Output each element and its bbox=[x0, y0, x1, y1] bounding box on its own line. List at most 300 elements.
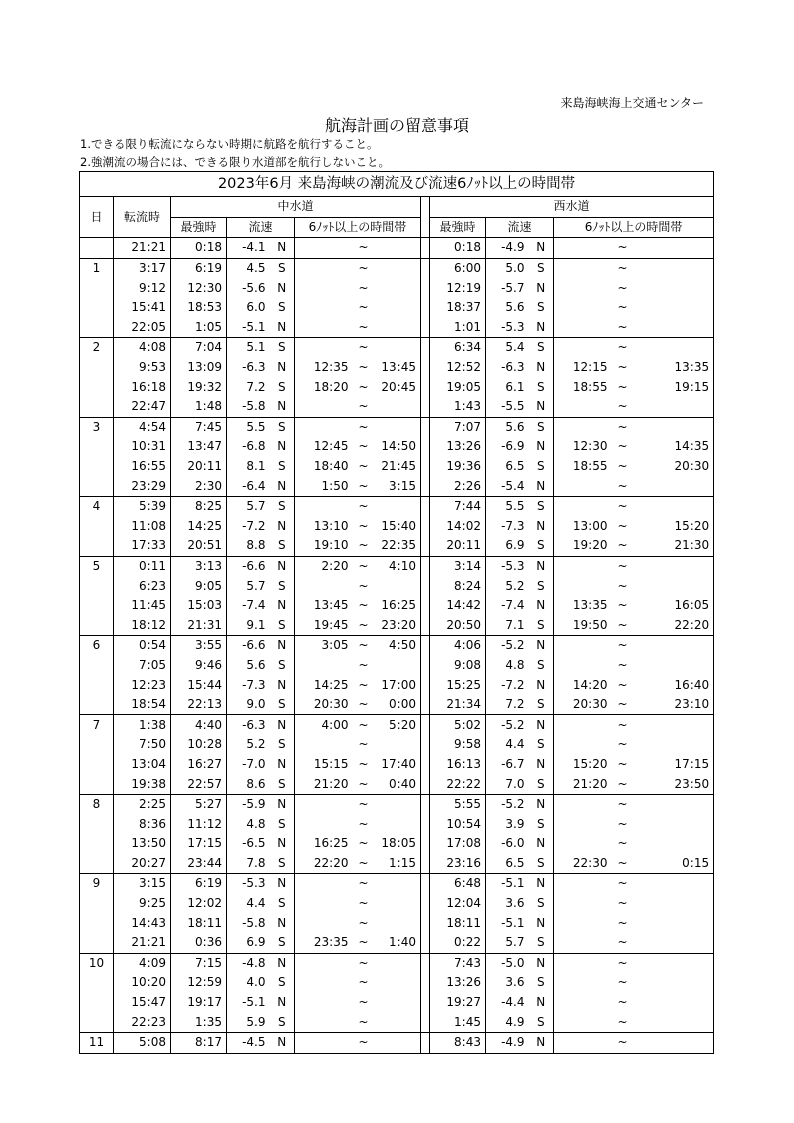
table-row bbox=[80, 298, 714, 318]
turn-time-cell: 13:50 bbox=[114, 834, 171, 854]
naka-direction-cell: S bbox=[270, 1012, 295, 1032]
nishi-max-time-cell: 8:24 bbox=[430, 576, 486, 596]
nishi-6kt-start-cell bbox=[554, 814, 612, 834]
table-gap bbox=[421, 197, 430, 238]
naka-max-header: 最強時 bbox=[171, 217, 227, 238]
nishi-6kt-end-cell: 15:20 bbox=[634, 517, 714, 537]
naka-6kt-start-cell bbox=[295, 576, 353, 596]
naka-6kt-end-cell bbox=[375, 397, 421, 417]
naka-6kt-start-cell: 18:20 bbox=[313, 379, 349, 394]
nishi-speed-cell: 6.5 bbox=[505, 459, 525, 474]
nishi-max-time-cell: 19:27 bbox=[430, 993, 486, 1013]
naka-6kt-end-cell bbox=[375, 735, 421, 755]
naka-6kt-tilde-cell: ~ bbox=[353, 715, 375, 735]
day-cell bbox=[80, 814, 114, 834]
turn-time-cell: 17:33 bbox=[114, 536, 171, 556]
nishi-6kt-tilde-cell: ~ bbox=[612, 496, 634, 516]
day-cell: 11 bbox=[80, 1032, 114, 1053]
nishi-direction-cell: S bbox=[529, 695, 554, 715]
table-gap bbox=[421, 794, 430, 814]
naka-max-time-cell: 20:11 bbox=[171, 457, 227, 477]
day-cell bbox=[80, 834, 114, 854]
naka-6kt-end-cell bbox=[375, 794, 421, 814]
nishi-6kt-end-cell: 16:05 bbox=[634, 596, 714, 616]
nishi-direction-cell: S bbox=[529, 457, 554, 477]
nishi-max-header: 最強時 bbox=[430, 217, 486, 238]
nishi-direction-cell: S bbox=[529, 496, 554, 516]
naka-max-time-cell: 16:27 bbox=[171, 755, 227, 775]
nishi-6kt-start-cell bbox=[554, 397, 612, 417]
table-gap bbox=[421, 755, 430, 775]
turn-time-cell: 1:38 bbox=[114, 715, 171, 735]
day-cell bbox=[80, 1012, 114, 1032]
nishi-speed-cell: -7.4 bbox=[501, 598, 525, 613]
nishi-speed-cell: -6.9 bbox=[501, 439, 525, 454]
naka-6kt-start-cell: 12:45 bbox=[313, 439, 349, 454]
nishi-6kt-tilde-cell: ~ bbox=[617, 280, 628, 295]
naka-max-time-cell: 6:19 bbox=[171, 874, 227, 894]
naka-6kt-start-cell: 19:10 bbox=[313, 538, 349, 553]
nishi-6kt-tilde-cell: ~ bbox=[617, 995, 628, 1010]
naka-speed-cell: 5.9 bbox=[246, 1014, 266, 1029]
naka-6kt-end-cell: 1:40 bbox=[389, 935, 416, 950]
naka-6kt-start-cell bbox=[295, 1012, 353, 1032]
naka-6kt-tilde-cell: ~ bbox=[358, 439, 369, 454]
turn-time-cell: 20:27 bbox=[114, 854, 171, 874]
nishi-speed-cell: -5.1 bbox=[501, 915, 525, 930]
nishi-6kt-end-cell: 20:30 bbox=[634, 457, 714, 477]
turn-time-cell: 16:55 bbox=[114, 457, 171, 477]
nishi-6kt-end-cell bbox=[634, 894, 714, 914]
nishi-6kt-start-cell bbox=[554, 238, 612, 259]
nishi-direction-cell: N bbox=[529, 517, 554, 537]
table-row bbox=[80, 278, 714, 298]
naka-direction-cell: S bbox=[270, 377, 295, 397]
naka-max-time-cell: 15:03 bbox=[171, 596, 227, 616]
naka-6kt-tilde-cell: ~ bbox=[358, 379, 369, 394]
nishi-max-time-cell: 0:22 bbox=[430, 933, 486, 953]
naka-speed-cell: -7.4 bbox=[242, 598, 266, 613]
nishi-max-time-cell: 2:26 bbox=[430, 476, 486, 496]
nishi-speed-cell: 5.6 bbox=[505, 300, 525, 315]
nishi-max-time-cell: 6:34 bbox=[430, 338, 486, 358]
nishi-speed-cell: -6.3 bbox=[501, 360, 525, 375]
nishi-6kt-start-cell bbox=[554, 913, 612, 933]
naka-speed-cell: -5.8 bbox=[242, 915, 266, 930]
naka-speed-cell: 7.8 bbox=[246, 855, 266, 870]
nishi-max-time-cell: 18:37 bbox=[430, 298, 486, 318]
nishi-max-time-cell: 6:00 bbox=[430, 258, 486, 278]
nishi-6kt-tilde-cell: ~ bbox=[617, 319, 628, 334]
nishi-6kt-tilde-cell: ~ bbox=[612, 874, 634, 894]
naka-direction-cell: N bbox=[270, 755, 295, 775]
day-cell: 10 bbox=[80, 953, 114, 973]
table-gap bbox=[421, 834, 430, 854]
nishi-max-time-cell: 15:25 bbox=[430, 675, 486, 695]
naka-6kt-start-cell: 1:50 bbox=[321, 478, 349, 493]
table-row bbox=[80, 656, 714, 676]
turn-time-cell: 4:08 bbox=[114, 338, 171, 358]
day-cell bbox=[80, 318, 114, 338]
naka-6kt-end-cell: 4:10 bbox=[375, 556, 421, 576]
turn-time-cell: 10:20 bbox=[114, 973, 171, 993]
nishi-6kt-end-cell: 0:15 bbox=[634, 854, 714, 874]
naka-6kt-end-cell: 20:45 bbox=[381, 379, 416, 394]
turn-time-cell: 5:39 bbox=[114, 496, 171, 516]
day-cell bbox=[80, 755, 114, 775]
table-row bbox=[80, 238, 714, 259]
naka-6kt-end-cell bbox=[375, 656, 421, 676]
turn-time-cell: 8:36 bbox=[114, 814, 171, 834]
nishi-6kt-tilde-cell: ~ bbox=[617, 578, 628, 593]
nishi-6kt-start-cell bbox=[554, 874, 612, 894]
nishi-speed-cell: 4.9 bbox=[505, 1014, 525, 1029]
nishi-6kt-start-cell bbox=[554, 258, 612, 278]
turn-time-cell: 18:12 bbox=[114, 615, 171, 635]
nishi-6kt-end-cell bbox=[634, 278, 714, 298]
naka-6kt-end-cell bbox=[375, 318, 421, 338]
nishi-max-time-cell: 16:13 bbox=[430, 755, 486, 775]
nishi-6kt-end-cell bbox=[634, 1032, 714, 1053]
nishi-speed-cell: -4.9 bbox=[501, 240, 525, 255]
table-row bbox=[80, 1012, 714, 1032]
day-cell bbox=[80, 377, 114, 397]
nishi-6kt-end-cell: 23:10 bbox=[634, 695, 714, 715]
naka-6kt-tilde-cell: ~ bbox=[353, 874, 375, 894]
table-gap bbox=[421, 496, 430, 516]
nishi-6kt-end-cell bbox=[634, 913, 714, 933]
day-cell bbox=[80, 457, 114, 477]
naka-max-time-cell: 12:02 bbox=[171, 894, 227, 914]
day-cell bbox=[80, 576, 114, 596]
nishi-max-time-cell: 14:02 bbox=[430, 517, 486, 537]
naka-direction-cell: S bbox=[270, 338, 295, 358]
naka-direction-cell: S bbox=[270, 735, 295, 755]
nishi-6kt-tilde-cell: ~ bbox=[612, 338, 634, 358]
naka-speed-cell: 5.7 bbox=[227, 496, 270, 516]
naka-6kt-start-cell: 4:00 bbox=[295, 715, 353, 735]
naka-direction-cell: N bbox=[270, 517, 295, 537]
table-row bbox=[80, 636, 714, 656]
naka-direction-cell: S bbox=[270, 496, 295, 516]
naka-max-time-cell: 15:44 bbox=[171, 675, 227, 695]
organization-name: 来島海峡海上交通センター bbox=[560, 96, 704, 110]
table-row bbox=[80, 517, 714, 537]
table-row bbox=[80, 735, 714, 755]
turn-time-cell: 3:17 bbox=[114, 258, 171, 278]
naka-6kt-start-cell bbox=[295, 894, 353, 914]
naka-6kt-tilde-cell: ~ bbox=[353, 794, 375, 814]
table-gap bbox=[421, 874, 430, 894]
naka-max-time-cell: 12:59 bbox=[171, 973, 227, 993]
nishi-max-time-cell: 13:26 bbox=[430, 973, 486, 993]
naka-6kt-tilde-cell: ~ bbox=[353, 636, 375, 656]
naka-6kt-start-cell bbox=[295, 814, 353, 834]
naka-6kt-tilde-cell: ~ bbox=[358, 300, 369, 315]
nishi-speed-cell: -5.3 bbox=[486, 556, 529, 576]
naka-6kt-end-cell: 17:00 bbox=[381, 677, 416, 692]
naka-6kt-end-cell: 16:25 bbox=[381, 598, 416, 613]
day-cell: 5 bbox=[80, 556, 114, 576]
nishi-6kt-end-cell bbox=[634, 636, 714, 656]
day-cell: 9 bbox=[80, 874, 114, 894]
nishi-direction-cell: S bbox=[529, 735, 554, 755]
nishi-6kt-end-cell bbox=[634, 258, 714, 278]
table-gap bbox=[421, 377, 430, 397]
nishi-speed-cell: 5.5 bbox=[486, 496, 529, 516]
naka-6kt-start-cell: 14:25 bbox=[313, 677, 349, 692]
nishi-6kt-tilde-cell: ~ bbox=[617, 756, 628, 771]
turn-time-cell: 7:50 bbox=[114, 735, 171, 755]
turn-time-cell: 2:25 bbox=[114, 794, 171, 814]
naka-max-time-cell: 0:36 bbox=[171, 933, 227, 953]
nishi-6kt-start-cell: 13:00 bbox=[572, 518, 608, 533]
nishi-6kt-start-cell bbox=[554, 298, 612, 318]
nishi-speed-cell: 4.8 bbox=[505, 657, 525, 672]
naka-6kt-tilde-cell: ~ bbox=[358, 737, 369, 752]
nishi-6kt-start-cell bbox=[554, 953, 612, 973]
nishi-max-time-cell: 9:58 bbox=[430, 735, 486, 755]
nishi-6kt-tilde-cell: ~ bbox=[617, 935, 628, 950]
day-cell bbox=[80, 437, 114, 457]
naka-6kt-end-cell bbox=[375, 298, 421, 318]
naka-6kt-tilde-cell: ~ bbox=[358, 538, 369, 553]
tidal-current-table bbox=[79, 171, 714, 1054]
naka-max-time-cell: 0:18 bbox=[171, 238, 227, 259]
nishi-6kt-tilde-cell: ~ bbox=[617, 379, 628, 394]
naka-6kt-start-cell: 21:20 bbox=[313, 776, 349, 791]
turn-time-cell: 21:21 bbox=[114, 933, 171, 953]
day-cell bbox=[80, 278, 114, 298]
nishi-6kt-tilde-cell: ~ bbox=[617, 1014, 628, 1029]
day-cell bbox=[80, 656, 114, 676]
nishi-speed-cell: 5.2 bbox=[505, 578, 525, 593]
naka-6kt-end-cell: 13:45 bbox=[381, 360, 416, 375]
nishi-6kt-start-cell: 21:20 bbox=[572, 776, 608, 791]
naka-6kt-tilde-cell: ~ bbox=[358, 776, 369, 791]
naka-6kt-tilde-cell: ~ bbox=[358, 360, 369, 375]
nishi-speed-cell: -5.2 bbox=[486, 715, 529, 735]
turn-time-cell: 15:47 bbox=[114, 993, 171, 1013]
turn-time-cell: 6:23 bbox=[114, 576, 171, 596]
day-cell bbox=[80, 933, 114, 953]
nishi-6kt-end-cell bbox=[634, 814, 714, 834]
table-row bbox=[80, 675, 714, 695]
naka-6kt-end-cell: 5:20 bbox=[375, 715, 421, 735]
nishi-max-time-cell: 7:07 bbox=[430, 417, 486, 437]
table-row bbox=[80, 755, 714, 775]
table-gap bbox=[421, 894, 430, 914]
naka-max-time-cell: 22:13 bbox=[171, 695, 227, 715]
table-row bbox=[80, 437, 714, 457]
naka-max-time-cell: 21:31 bbox=[171, 615, 227, 635]
nishi-6kt-start-cell bbox=[554, 476, 612, 496]
naka-speed-cell: -5.8 bbox=[242, 399, 266, 414]
table-gap bbox=[421, 278, 430, 298]
nishi-direction-cell: N bbox=[529, 715, 554, 735]
nishi-6kt-start-cell: 15:20 bbox=[572, 756, 608, 771]
naka-max-time-cell: 8:17 bbox=[171, 1032, 227, 1053]
table-row bbox=[80, 457, 714, 477]
table-row bbox=[80, 615, 714, 635]
naka-direction-cell: S bbox=[270, 656, 295, 676]
nishi-6kt-tilde-cell: ~ bbox=[617, 300, 628, 315]
note-2: 2.強潮流の場合には、できる限り水道部を航行しないこと。 bbox=[80, 155, 390, 169]
nishi-6kt-tilde-cell: ~ bbox=[617, 776, 628, 791]
nishi-direction-cell: S bbox=[529, 1012, 554, 1032]
nishi-max-time-cell: 5:02 bbox=[430, 715, 486, 735]
naka-6kt-tilde-cell: ~ bbox=[358, 896, 369, 911]
table-gap bbox=[421, 993, 430, 1013]
table-body bbox=[80, 238, 714, 1053]
nishi-6kt-start-cell: 22:30 bbox=[572, 855, 608, 870]
naka-speed-cell: -4.1 bbox=[242, 240, 266, 255]
naka-6kt-tilde-cell: ~ bbox=[358, 518, 369, 533]
day-cell bbox=[80, 993, 114, 1013]
naka-6kt-end-cell bbox=[375, 874, 421, 894]
table-gap bbox=[421, 735, 430, 755]
naka-direction-cell: S bbox=[270, 417, 295, 437]
nishi-6kt-start-cell bbox=[554, 278, 612, 298]
naka-6kt-end-cell: 15:40 bbox=[381, 518, 416, 533]
nishi-6kt-end-cell bbox=[634, 238, 714, 259]
nishi-6kt-tilde-cell: ~ bbox=[617, 816, 628, 831]
nishi-speed-cell: -5.2 bbox=[486, 794, 529, 814]
nishi-max-time-cell: 9:08 bbox=[430, 656, 486, 676]
nishi-max-time-cell: 19:36 bbox=[430, 457, 486, 477]
nishi-speed-cell: -6.7 bbox=[501, 756, 525, 771]
naka-speed-cell: -5.9 bbox=[227, 794, 270, 814]
nishi-direction-cell: N bbox=[529, 953, 554, 973]
nishi-6kt-tilde-cell: ~ bbox=[617, 617, 628, 632]
naka-6kt-end-cell: 0:00 bbox=[389, 697, 416, 712]
naka-direction-cell: N bbox=[270, 993, 295, 1013]
nishi-direction-cell: N bbox=[529, 913, 554, 933]
naka-6kt-end-cell: 22:35 bbox=[381, 538, 416, 553]
nishi-6kt-end-cell bbox=[634, 576, 714, 596]
naka-speed-cell: -5.3 bbox=[227, 874, 270, 894]
table-gap bbox=[421, 913, 430, 933]
nishi-6kt-end-cell bbox=[634, 338, 714, 358]
naka-max-time-cell: 7:04 bbox=[171, 338, 227, 358]
naka-6kt-end-cell bbox=[375, 258, 421, 278]
document-title: 航海計画の留意事項 bbox=[324, 116, 469, 135]
naka-speed-cell: 5.1 bbox=[227, 338, 270, 358]
naka-6kt-end-cell: 17:40 bbox=[381, 756, 416, 771]
naka-6kt-tilde-cell: ~ bbox=[358, 995, 369, 1010]
turn-time-cell: 0:54 bbox=[114, 636, 171, 656]
table-row bbox=[80, 993, 714, 1013]
nishi-speed-cell: 5.7 bbox=[505, 935, 525, 950]
table-gap bbox=[421, 576, 430, 596]
nishi-6kt-end-cell: 14:35 bbox=[634, 437, 714, 457]
nishi-6kt-start-cell bbox=[554, 834, 612, 854]
naka-direction-cell: S bbox=[270, 695, 295, 715]
nishi-max-time-cell: 18:11 bbox=[430, 913, 486, 933]
naka-6kt-start-cell bbox=[295, 874, 353, 894]
nishi-6kt-start-cell bbox=[554, 318, 612, 338]
naka-6kt-tilde-cell: ~ bbox=[353, 417, 375, 437]
naka-6kt-end-cell: 4:50 bbox=[375, 636, 421, 656]
day-cell bbox=[80, 894, 114, 914]
naka-max-time-cell: 9:46 bbox=[171, 656, 227, 676]
naka-6kt-end-cell bbox=[375, 238, 421, 259]
table-gap bbox=[421, 298, 430, 318]
naka-max-time-cell: 11:12 bbox=[171, 814, 227, 834]
nishi-direction-cell: N bbox=[529, 755, 554, 775]
turn-time-cell: 22:05 bbox=[114, 318, 171, 338]
turn-time-cell: 13:04 bbox=[114, 755, 171, 775]
nishi-speed-cell: -7.3 bbox=[501, 518, 525, 533]
day-cell: 8 bbox=[80, 794, 114, 814]
naka-speed-cell: 4.8 bbox=[246, 816, 266, 831]
naka-6kt-tilde-cell: ~ bbox=[358, 836, 369, 851]
table-gap bbox=[421, 774, 430, 794]
table-gap bbox=[421, 615, 430, 635]
naka-6kt-tilde-cell: ~ bbox=[358, 319, 369, 334]
nishi-6kt-start-cell bbox=[554, 933, 612, 953]
turn-time-cell: 12:23 bbox=[114, 675, 171, 695]
nishi-6kt-tilde-cell: ~ bbox=[612, 636, 634, 656]
nishi-direction-cell: N bbox=[529, 556, 554, 576]
table-gap bbox=[421, 338, 430, 358]
naka-6kt-end-cell bbox=[375, 417, 421, 437]
nishi-max-time-cell: 22:22 bbox=[430, 774, 486, 794]
table-row bbox=[80, 953, 714, 973]
naka-6kt-start-cell bbox=[295, 794, 353, 814]
naka-6kt-tilde-cell: ~ bbox=[358, 240, 369, 255]
naka-max-time-cell: 10:28 bbox=[171, 735, 227, 755]
day-cell bbox=[80, 913, 114, 933]
nishi-6kt-end-cell: 23:50 bbox=[634, 774, 714, 794]
nishi-speed-cell: 3.6 bbox=[505, 975, 525, 990]
nishi-6kt-tilde-cell: ~ bbox=[617, 975, 628, 990]
nishi-speed-cell: -5.0 bbox=[486, 953, 529, 973]
table-row bbox=[80, 774, 714, 794]
naka-6kt-start-cell bbox=[295, 496, 353, 516]
nishi-6kt-start-cell: 19:50 bbox=[572, 617, 608, 632]
nishi-direction-cell: S bbox=[529, 814, 554, 834]
day-cell: 1 bbox=[80, 258, 114, 278]
nishi-max-time-cell: 10:54 bbox=[430, 814, 486, 834]
day-cell: 6 bbox=[80, 636, 114, 656]
nishi-direction-cell: N bbox=[529, 1032, 554, 1053]
naka-direction-cell: N bbox=[270, 476, 295, 496]
nishi-6kt-tilde-cell: ~ bbox=[617, 538, 628, 553]
naka-6kt-tilde-cell: ~ bbox=[353, 953, 375, 973]
day-cell bbox=[80, 735, 114, 755]
nishi-max-time-cell: 8:43 bbox=[430, 1032, 486, 1053]
naka-direction-cell: S bbox=[270, 615, 295, 635]
naka-6kt-tilde-cell: ~ bbox=[353, 258, 375, 278]
turn-time-cell: 22:47 bbox=[114, 397, 171, 417]
naka-direction-cell: S bbox=[270, 973, 295, 993]
nishi-speed-cell: 5.6 bbox=[486, 417, 529, 437]
naka-6kt-header: 6ﾉｯﾄ以上の時間帯 bbox=[295, 217, 421, 238]
table-row bbox=[80, 258, 714, 278]
turn-time-cell: 14:43 bbox=[114, 913, 171, 933]
naka-6kt-tilde-cell: ~ bbox=[358, 617, 369, 632]
turn-time-cell: 21:21 bbox=[114, 238, 171, 259]
naka-speed-cell: -4.8 bbox=[227, 953, 270, 973]
table-gap bbox=[421, 596, 430, 616]
nishi-6kt-tilde-cell: ~ bbox=[612, 715, 634, 735]
table-row bbox=[80, 695, 714, 715]
nishi-max-time-cell: 1:43 bbox=[430, 397, 486, 417]
nishi-6kt-tilde-cell: ~ bbox=[617, 459, 628, 474]
naka-max-time-cell: 14:25 bbox=[171, 517, 227, 537]
nishi-max-time-cell: 12:04 bbox=[430, 894, 486, 914]
